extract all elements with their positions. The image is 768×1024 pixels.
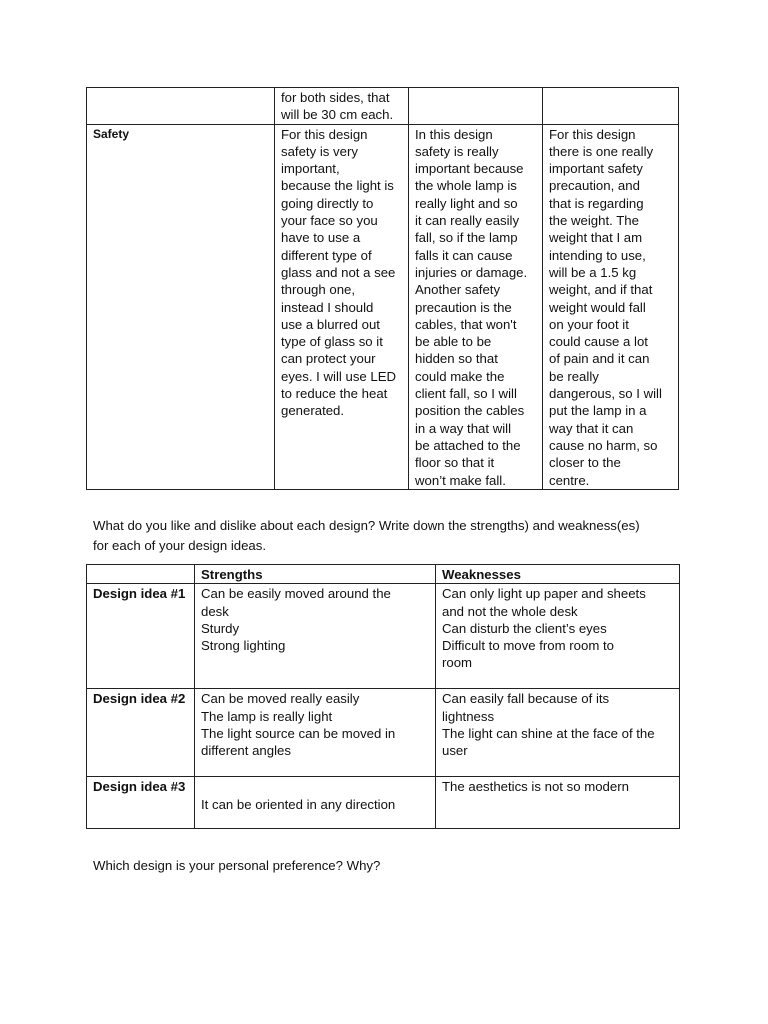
cell-text-line: the whole lamp is [415, 178, 517, 194]
cell-text-line: have to use a [281, 230, 361, 246]
question-line: What do you like and dislike about each design? Write down the strengths) and weakness(es) [93, 518, 640, 533]
cell-text-line: important safety [549, 161, 643, 177]
cell-text-line: the weight. The [549, 213, 639, 229]
cell-text-line: Can easily fall because of its [442, 691, 610, 707]
cell-text-line: Can disturb the client’s eyes [442, 620, 607, 636]
cell-text-line: instead I should [281, 299, 374, 315]
cell-text-line: intending to use, [549, 247, 646, 263]
cell-text-line: Strong lighting [201, 638, 286, 654]
table-row [87, 124, 679, 489]
table-header-row [87, 565, 680, 584]
cell-text-line: falls it can cause [415, 247, 513, 263]
cell-text-line: dangerous, so I will [549, 386, 662, 402]
table-cell [543, 88, 679, 125]
cell-text-line: weight would fall [549, 299, 646, 315]
cell-text-line: type of glass so it [281, 334, 383, 350]
table-cell [275, 88, 409, 125]
cell-text-line: safety is very [281, 143, 358, 159]
cell-text-line: use a blurred out [281, 316, 380, 332]
table-row [87, 88, 679, 125]
cell-text-line: for both sides, that [281, 90, 390, 105]
cell-text-line: lightness [442, 708, 495, 724]
cell-text-line: in a way that will [415, 420, 512, 436]
table-cell [275, 124, 409, 489]
cell-text-line: Difficult to move from room to [442, 638, 614, 654]
cell-text-line: injuries or damage. [415, 264, 528, 280]
cell-text-line: your face so you [281, 213, 378, 229]
cell-text-line: different angles [201, 743, 291, 759]
cell-text-line: Can only light up paper and sheets [442, 586, 646, 602]
cell-text-line: For this design [281, 126, 368, 142]
design-comparison-table [86, 87, 679, 490]
cell-text-line: user [442, 743, 468, 759]
cell-text-line: eyes. I will use LED [281, 368, 397, 384]
cell-text-line: Another safety [415, 282, 501, 298]
cell-text-line [201, 778, 429, 795]
cell-text-line: precaution, and [549, 178, 640, 194]
cell-text-line: The lamp is really light [201, 708, 333, 724]
question-preference [93, 856, 380, 876]
table-row [87, 689, 680, 777]
cell-text-line: be able to be [415, 334, 492, 350]
row-label-cell [87, 584, 195, 689]
cell-text-line: that is regarding [549, 195, 644, 211]
cell-text-line: cables, that won't [415, 316, 517, 332]
cell-text-line: glass and not a see [281, 264, 396, 280]
row-label-cell [87, 88, 275, 125]
cell-text-line: floor so that it [415, 455, 495, 471]
row-label: Safety [93, 126, 130, 141]
cell-text-line: safety is really [415, 143, 499, 159]
cell-text-line: be attached to the [415, 437, 521, 453]
cell-text-line: generated. [281, 403, 345, 419]
header-cell [195, 565, 436, 584]
table-cell [543, 124, 679, 489]
cell-text-line: It can be oriented in any direction [201, 796, 396, 812]
weaknesses-cell [436, 777, 680, 829]
weaknesses-cell [436, 584, 680, 689]
strengths-cell [195, 689, 436, 777]
row-label: Design idea #3 [93, 779, 186, 795]
cell-text-line: be really [549, 368, 599, 384]
cell-text-line: could cause a lot [549, 334, 648, 350]
cell-text-line: closer to the [549, 455, 621, 471]
cell-text-line: really light and so [415, 195, 518, 211]
weaknesses-cell [436, 689, 680, 777]
cell-text-line: position the cables [415, 403, 525, 419]
cell-text-line: weight, and if that [549, 282, 653, 298]
cell-text-line: hidden so that [415, 351, 498, 367]
cell-text-line: The light can shine at the face of the [442, 725, 655, 741]
cell-text-line: precaution is the [415, 299, 512, 315]
cell-text-line: cause no harm, so [549, 437, 658, 453]
cell-text-line: because the light is [281, 178, 394, 194]
cell-text-line: client fall, so I will [415, 386, 517, 402]
header-label: Strengths [201, 567, 263, 582]
cell-text-line: to reduce the heat [281, 386, 388, 402]
cell-text-line: weight that I am [549, 230, 643, 246]
row-label: Design idea #1 [93, 586, 186, 602]
cell-text-line: could make the [415, 368, 505, 384]
strengths-weaknesses-table [86, 564, 680, 829]
row-label-cell [87, 689, 195, 777]
cell-text-line: Can be easily moved around the [201, 586, 391, 602]
cell-text-line: desk [201, 603, 229, 619]
cell-text-line: In this design [415, 126, 493, 142]
cell-text-line: The light source can be moved in [201, 725, 396, 741]
row-label: Design idea #2 [93, 691, 186, 707]
header-label: Weaknesses [442, 567, 521, 582]
cell-text-line: it can really easily [415, 213, 520, 229]
cell-text-line: important, [281, 161, 340, 177]
cell-text-line: will be 30 cm each. [281, 107, 394, 123]
cell-text-line: of pain and it can [549, 351, 650, 367]
cell-text-line: and not the whole desk [442, 603, 578, 619]
cell-text-line: different type of [281, 247, 372, 263]
strengths-cell [195, 584, 436, 689]
question-strengths-weaknesses [93, 516, 640, 556]
cell-text-line: important because [415, 161, 524, 177]
cell-text-line: The aesthetics is not so modern [442, 779, 629, 795]
cell-text-line: can protect your [281, 351, 376, 367]
question-line: for each of your design ideas. [93, 538, 267, 553]
cell-text-line: For this design [549, 126, 636, 142]
strengths-cell [195, 777, 436, 829]
header-cell [87, 565, 195, 584]
cell-text-line: going directly to [281, 195, 374, 211]
row-label-cell [87, 124, 275, 489]
cell-text-line: room [442, 655, 473, 671]
table-cell [409, 124, 543, 489]
question-line: Which design is your personal preference? Why? [93, 858, 381, 873]
table-row [87, 584, 680, 689]
cell-text-line: through one, [281, 282, 356, 298]
cell-text-line: Can be moved really easily [201, 691, 360, 707]
cell-text-line: put the lamp in a [549, 403, 647, 419]
cell-text-line: Sturdy [201, 620, 240, 636]
cell-text-line: won’t make fall. [415, 472, 506, 488]
header-cell [436, 565, 680, 584]
cell-text-line: way that it can [549, 420, 634, 436]
table-row [87, 777, 680, 829]
cell-text-line: there is one really [549, 143, 654, 159]
row-label-cell [87, 777, 195, 829]
cell-text-line: will be a 1.5 kg [549, 264, 637, 280]
cell-text-line: fall, so if the lamp [415, 230, 518, 246]
cell-text-line: centre. [549, 472, 590, 488]
table-cell [409, 88, 543, 125]
cell-text-line: on your foot it [549, 316, 629, 332]
